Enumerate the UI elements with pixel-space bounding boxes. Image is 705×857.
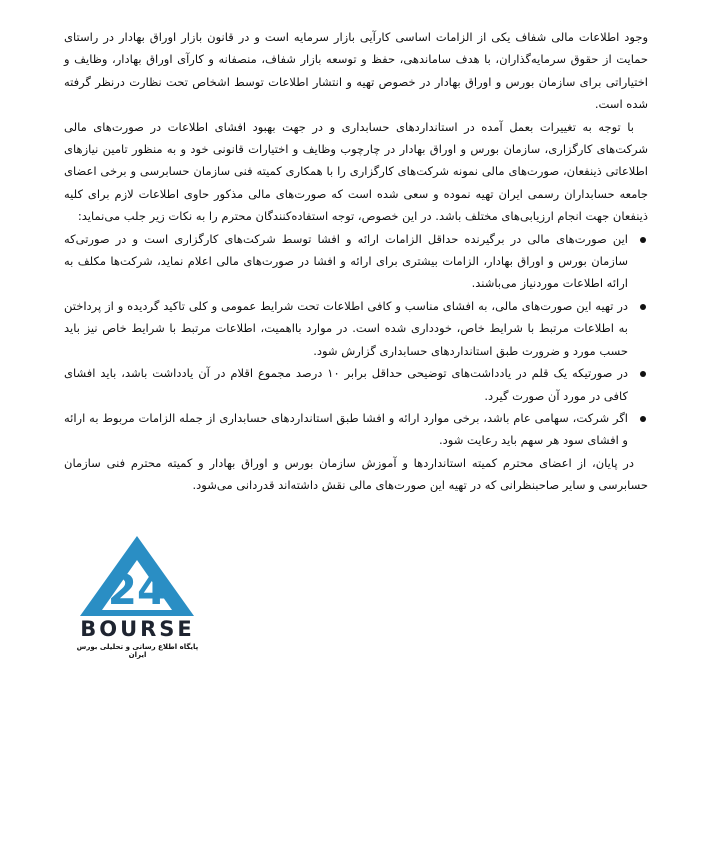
logo-number: 24 xyxy=(107,565,167,614)
list-item xyxy=(64,362,648,407)
list-item xyxy=(64,407,648,452)
list-item xyxy=(64,295,648,362)
list-item-text: اگر شرکت، سهامی عام باشد، برخی موارد ارائه و افشا طبق استانداردهای حسابداری از جمله الزامات مربوط به ارائه و افشای سود هر سهم باید رعایت شود. xyxy=(64,410,628,448)
bullet-icon xyxy=(640,304,646,310)
document-body xyxy=(64,26,648,497)
context-paragraph: با توجه به تغییرات بعمل آمده در استانداردهای حسابداری و در جهت بهبود افشای اطلاعات در صورت‌های مالی شرکت‌های کارگزاری، سازمان بورس و اوراق بهادار در چارچوب وظایف و اختیارات قانونی خود و به منظور تامین نیازهای اطلاعاتی ذینفعان، صورت‌های مالی نمونه شرکت‌های کارگزاری را با همکاری کمیته فنی سازمان حسابرسی و برخی اعضای جامعه حسابداران رسمی ایران تهیه نموده و سعی شده است که صورت‌های مالی مذکور حاوی اطلاعات لازم برای کلیه ذینفعان جهت انجام ارزیابی‌های مختلف باشد. در این خصوص، توجه استفاده‌کنندگان محترم را به نکات زیر جلب می‌نماید: xyxy=(64,119,648,224)
list-item-text: در صورتیکه یک قلم در یادداشت‌های توضیحی حداقل برابر ۱۰ درصد مجموع اقلام در آن یادداشت باشد، باید افشای کافی در مورد آن صورت گیرد. xyxy=(64,366,628,403)
bullet-icon xyxy=(640,371,646,377)
closing-paragraph: در پایان، از اعضای محترم کمیته استانداردها و آموزش سازمان بورس و اوراق بهادار و کمیته محترم فنی سازمان حسابرسی و سایر صاحبنظرانی که در تهیه این صورت‌های مالی نقش داشته‌اند قدردانی می‌شود. xyxy=(64,455,648,493)
logo-wordmark: BOURSE xyxy=(80,617,195,641)
bullet-icon xyxy=(640,416,646,422)
logo-emblem-icon xyxy=(70,530,205,618)
list-item xyxy=(64,228,648,295)
intro-paragraph: وجود اطلاعات مالی شفاف یکی از الزامات اساسی کارآیی بازار سرمایه است و در قانون بازار اوراق بهادار در راستای حمایت از حقوق سرمایه‌گذاران، با هدف ساماندهی، حفظ و توسعه بازار شفاف، منصفانه و کارآی اوراق بهادار، وظایف و اختیاراتی برای سازمان بورس و اوراق بهادار در خصوص تهیه و انتشار اطلاعات توسط اشخاص تحت نظارت درنظر گرفته شده است. xyxy=(64,30,648,112)
bourse-logo xyxy=(70,530,210,660)
notes-list xyxy=(64,228,648,452)
list-item-text: این صورت‌های مالی در برگیرنده حداقل الزامات ارائه و افشا توسط شرکت‌های کارگزاری است و در صورتی‌که سازمان بورس و اوراق بهادار، الزامات بیشتری برای ارائه و افشا در صورت‌های مالی اعلام نماید، شرکت‌ها مکلف به ارائه اطلاعات موردنیاز می‌باشند. xyxy=(64,231,628,291)
bullet-icon xyxy=(640,237,646,243)
list-item-text: در تهیه این صورت‌های مالی، به افشای مناسب و کافی اطلاعات تحت شرایط عمومی و کلی تاکید گردیده و از پرداختن به اطلاعات مرتبط با شرایط خاص، خودداری شده است. در موارد بااهمیت، اطلاعات مرتبط با شرایط خاص نیز باید حسب مورد و ضرورت طبق استانداردهای حسابداری گزارش شود. xyxy=(64,298,628,358)
logo-subtitle: پایگاه اطلاع رسانی و تحلیلی بورس ایران xyxy=(76,643,199,659)
